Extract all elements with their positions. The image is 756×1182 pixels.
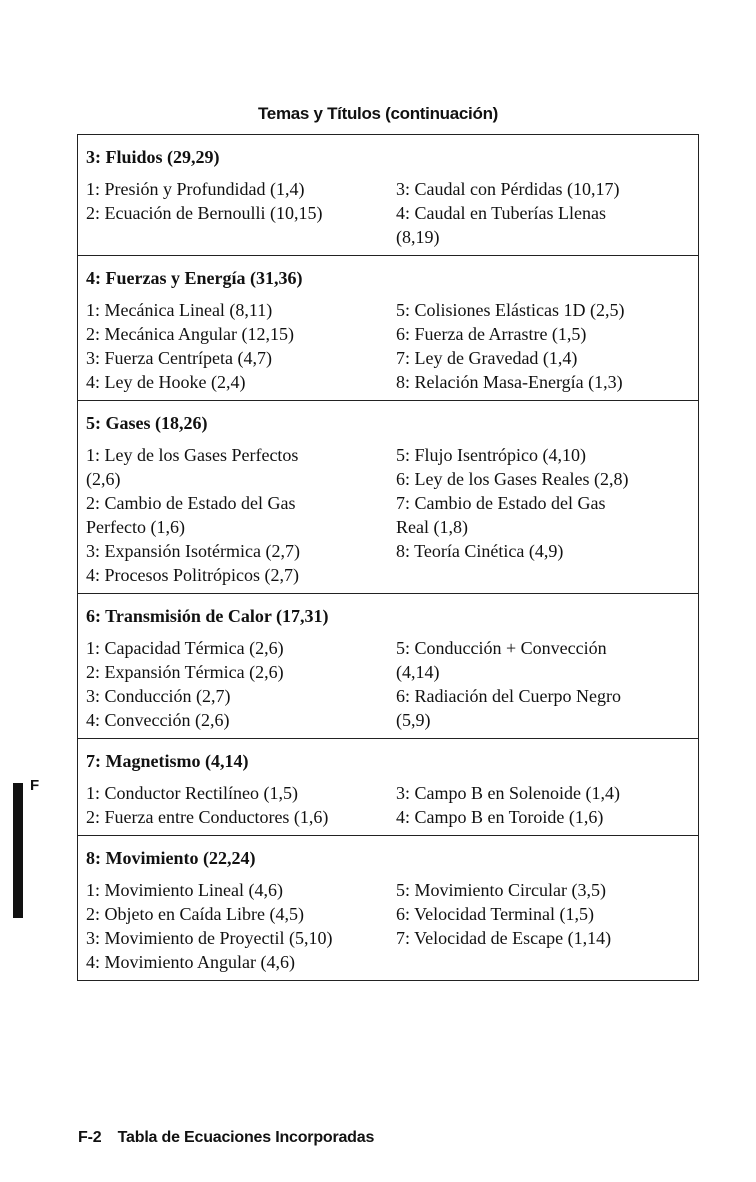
list-item: 8: Relación Masa-Energía (1,3) bbox=[396, 372, 623, 392]
list-item: 7: Velocidad de Escape (1,14) bbox=[396, 928, 612, 948]
list-item: 3: Fuerza Centrípeta (4,7) bbox=[86, 348, 272, 368]
list-item: 4: Caudal en Tuberías Llenas bbox=[396, 203, 606, 223]
list-item: 8: Teoría Cinética (4,9) bbox=[396, 541, 564, 561]
page-footer bbox=[78, 1129, 374, 1147]
list-item: 7: Cambio de Estado del Gas bbox=[396, 493, 606, 513]
list-item: 2: Fuerza entre Conductores (1,6) bbox=[86, 807, 329, 827]
list-item: 5: Movimiento Circular (3,5) bbox=[396, 880, 606, 900]
list-item: 2: Objeto en Caída Libre (4,5) bbox=[86, 904, 304, 924]
section-gases bbox=[78, 400, 698, 593]
left-column bbox=[86, 177, 396, 249]
list-item: 3: Movimiento de Proyectil (5,10) bbox=[86, 928, 333, 948]
list-item: 2: Expansión Térmica (2,6) bbox=[86, 662, 284, 682]
chapter-tab-letter: F bbox=[30, 777, 40, 794]
chapter-tab-bar bbox=[13, 783, 23, 918]
list-item: 3: Conducción (2,7) bbox=[86, 686, 231, 706]
list-item: 5: Colisiones Elásticas 1D (2,5) bbox=[396, 300, 625, 320]
list-item: (5,9) bbox=[396, 710, 431, 730]
list-item: (2,6) bbox=[86, 469, 121, 489]
list-item: 4: Movimiento Angular (4,6) bbox=[86, 952, 295, 972]
list-item: 1: Movimiento Lineal (4,6) bbox=[86, 880, 283, 900]
list-item: 1: Conductor Rectilíneo (1,5) bbox=[86, 783, 298, 803]
list-item: Perfecto (1,6) bbox=[86, 517, 185, 537]
page-number: F-2 bbox=[78, 1129, 102, 1146]
left-column bbox=[86, 443, 396, 587]
list-item: 6: Fuerza de Arrastre (1,5) bbox=[396, 324, 587, 344]
footer-title: Tabla de Ecuaciones Incorporadas bbox=[117, 1129, 375, 1146]
section-title: 8: Movimiento (22,24) bbox=[86, 848, 256, 868]
section-title: 6: Transmisión de Calor (17,31) bbox=[86, 606, 329, 626]
right-column bbox=[396, 781, 690, 829]
left-column bbox=[86, 298, 396, 394]
list-item: 3: Campo B en Solenoide (1,4) bbox=[396, 783, 620, 803]
section-title: 3: Fluidos (29,29) bbox=[86, 147, 220, 167]
list-item: 2: Cambio de Estado del Gas bbox=[86, 493, 296, 513]
list-item: 1: Presión y Profundidad (1,4) bbox=[86, 179, 305, 199]
left-column bbox=[86, 878, 396, 974]
section-movimiento bbox=[78, 835, 698, 980]
section-transmision-calor bbox=[78, 593, 698, 738]
list-item: 6: Radiación del Cuerpo Negro bbox=[396, 686, 621, 706]
section-title: 5: Gases (18,26) bbox=[86, 413, 208, 433]
list-item: 1: Ley de los Gases Perfectos bbox=[86, 445, 299, 465]
section-magnetismo bbox=[78, 738, 698, 835]
list-item: 1: Mecánica Lineal (8,11) bbox=[86, 300, 273, 320]
list-item: 3: Caudal con Pérdidas (10,17) bbox=[396, 179, 620, 199]
section-fluidos bbox=[78, 135, 698, 255]
list-item: 3: Expansión Isotérmica (2,7) bbox=[86, 541, 300, 561]
list-item: 1: Capacidad Térmica (2,6) bbox=[86, 638, 284, 658]
list-item: 2: Mecánica Angular (12,15) bbox=[86, 324, 294, 344]
list-item: 4: Campo B en Toroide (1,6) bbox=[396, 807, 604, 827]
list-item: 2: Ecuación de Bernoulli (10,15) bbox=[86, 203, 323, 223]
page-title: Temas y Títulos (continuación) bbox=[257, 104, 499, 123]
left-column bbox=[86, 636, 396, 732]
list-item: 6: Velocidad Terminal (1,5) bbox=[396, 904, 595, 924]
list-item: Real (1,8) bbox=[396, 517, 468, 537]
list-item: 4: Procesos Politrópicos (2,7) bbox=[86, 565, 299, 585]
right-column bbox=[396, 636, 690, 732]
right-column bbox=[396, 298, 690, 394]
section-fuerzas-energia bbox=[78, 255, 698, 400]
right-column bbox=[396, 443, 690, 587]
list-item: 5: Conducción + Convección bbox=[396, 638, 607, 658]
section-title: 7: Magnetismo (4,14) bbox=[86, 751, 249, 771]
right-column bbox=[396, 878, 690, 974]
list-item: 4: Convección (2,6) bbox=[86, 710, 230, 730]
list-item: (8,19) bbox=[396, 227, 440, 247]
section-title: 4: Fuerzas y Energía (31,36) bbox=[86, 268, 303, 288]
list-item: (4,14) bbox=[396, 662, 440, 682]
topics-table bbox=[77, 134, 699, 981]
list-item: 5: Flujo Isentrópico (4,10) bbox=[396, 445, 586, 465]
right-column bbox=[396, 177, 690, 249]
list-item: 6: Ley de los Gases Reales (2,8) bbox=[396, 469, 629, 489]
list-item: 4: Ley de Hooke (2,4) bbox=[86, 372, 246, 392]
left-column bbox=[86, 781, 396, 829]
list-item: 7: Ley de Gravedad (1,4) bbox=[396, 348, 578, 368]
